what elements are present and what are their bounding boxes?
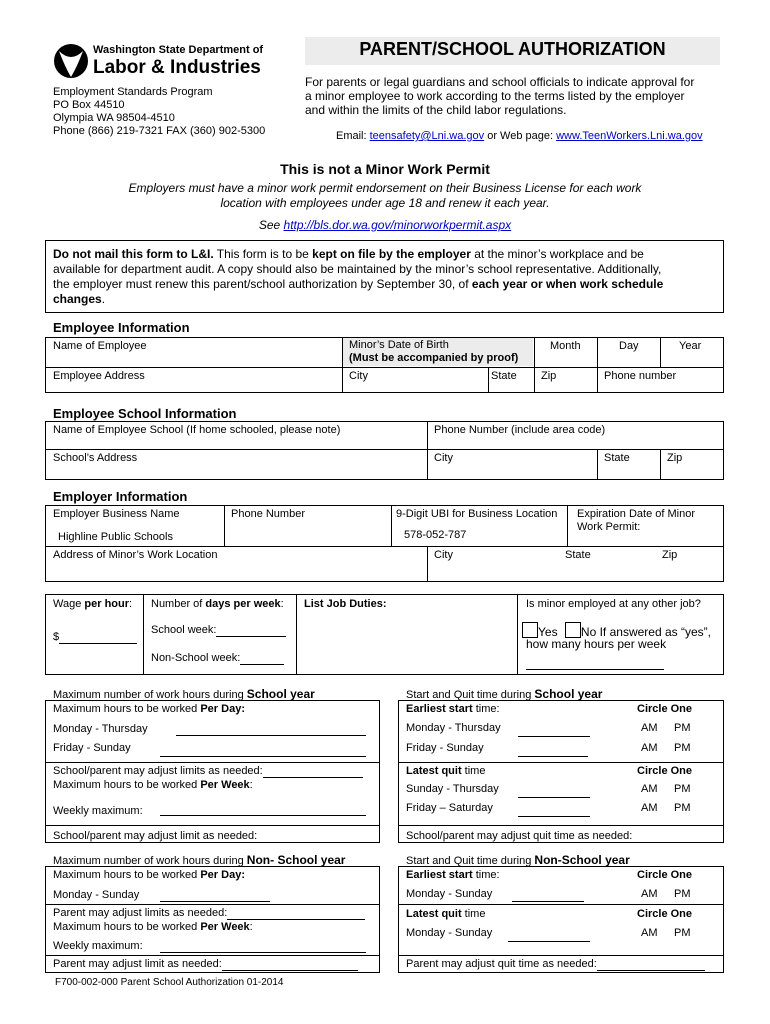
notice-line2: location with employees under age 18 and renew it each year. — [220, 196, 550, 210]
school-state-field[interactable]: State — [604, 452, 630, 464]
sy-quit-sun-thu-pm[interactable]: PM — [674, 783, 691, 795]
sy-start-mon-thu-input[interactable] — [518, 724, 590, 737]
school-week-input[interactable]: School week: — [151, 624, 286, 637]
sy-quit-fri-sat-label: Friday – Saturday — [406, 802, 493, 814]
days-label: Number of days per week: — [151, 598, 284, 610]
sy-start-fri-sun-label: Friday - Sunday — [406, 742, 484, 754]
employee-section-heading: Employee Information — [53, 320, 190, 335]
school-year-hours-heading: Maximum number of work hours during School year — [53, 687, 315, 701]
warning-t1: This form is to be — [213, 247, 313, 261]
sy-quit-fri-sat-pm[interactable]: PM — [674, 802, 691, 814]
warning-t4: . — [101, 292, 106, 306]
sy-latest-label: Latest quit time — [406, 765, 486, 777]
school-zip-field[interactable]: Zip — [667, 452, 683, 464]
ns-per-day-label: Maximum hours to be worked Per Day: — [53, 869, 245, 881]
ns-adjust-limits[interactable]: Parent may adjust limits as needed: — [53, 907, 365, 920]
sy-quit-sun-thu-am[interactable]: AM — [641, 783, 658, 795]
other-job-question: Is minor employed at any other job? — [526, 598, 701, 610]
wage-label: Wage per hour: — [53, 598, 133, 610]
warning-b3: each year or when work schedule — [471, 277, 664, 291]
dob-label: Minor’s Date of Birth — [349, 339, 449, 351]
sy-earliest-label: Earliest start time: — [406, 703, 500, 715]
sy-start-fri-sun-pm[interactable]: PM — [674, 742, 691, 754]
hours-per-week-input[interactable] — [526, 657, 664, 670]
agency-name-line1: Washington State Department of — [93, 44, 264, 56]
warning-b1: Do not mail this form to L&I. — [53, 247, 214, 261]
yes-label: Yes — [538, 625, 558, 639]
warning-b2: kept on file by the employer — [312, 247, 471, 261]
employee-city-field[interactable]: City — [349, 370, 368, 382]
sy-fri-sun-input[interactable] — [160, 744, 366, 757]
email-link[interactable]: teensafety@Lni.wa.gov — [369, 130, 485, 142]
ns-weekly-max-label: Weekly maximum: — [53, 940, 143, 952]
ns-per-week-label: Maximum hours to be worked Per Week: — [53, 921, 253, 933]
dob-note: (Must be accompanied by proof) — [349, 352, 519, 364]
ns-quit-pm[interactable]: PM — [674, 927, 691, 939]
school-address-field[interactable]: School’s Address — [53, 452, 138, 464]
sy-mon-thu-label: Monday - Thursday — [53, 723, 148, 735]
employee-phone-field[interactable]: Phone number — [604, 370, 677, 382]
school-name-field[interactable]: Name of Employee School (If home schooled, please note) — [53, 424, 341, 436]
ns-earliest-label: Earliest start time: — [406, 869, 500, 881]
employer-section-heading: Employer Information — [53, 489, 188, 504]
lni-logo-icon — [53, 41, 89, 81]
warning-t3: the employer must renew this parent/school authorization by September 30, of — [53, 277, 472, 291]
po-box: PO Box 44510 — [53, 99, 125, 111]
employee-address-field[interactable]: Employee Address — [53, 370, 145, 382]
phone-fax: Phone (866) 219-7321 FAX (360) 902-5300 — [53, 125, 266, 137]
ns-circle-one-1: Circle One — [637, 869, 693, 881]
contact-line — [336, 130, 703, 143]
warning-text — [53, 247, 663, 307]
dob-day-field[interactable]: Day — [619, 340, 639, 352]
expiration-label-2[interactable]: Work Permit: — [577, 521, 641, 533]
no-checkbox[interactable] — [565, 622, 581, 638]
work-city-field[interactable]: City — [434, 549, 453, 561]
expiration-label-1: Expiration Date of Minor — [577, 508, 695, 520]
sy-start-fri-sun-input[interactable] — [518, 744, 588, 757]
form-footer: F700-002-000 Parent School Authorization 01-2014 — [55, 977, 284, 988]
business-name-label: Employer Business Name — [53, 508, 180, 520]
employee-state-field[interactable]: State — [491, 370, 517, 382]
see-label: See — [258, 218, 284, 232]
wage-input[interactable]: $ — [53, 631, 137, 644]
sy-fri-sun-label: Friday - Sunday — [53, 742, 131, 754]
employee-zip-field[interactable]: Zip — [541, 370, 557, 382]
email-label: Email: — [336, 130, 370, 142]
program-name: Employment Standards Program — [53, 86, 213, 98]
intro-line3: and within the limits of the child labor regulations. — [305, 103, 567, 117]
ns-adjust-limit[interactable]: Parent may adjust limit as needed: — [53, 958, 358, 971]
sy-adjust-limit[interactable]: School/parent may adjust limit as needed: — [53, 830, 363, 843]
ns-quit-mon-sun-label: Monday - Sunday — [406, 927, 493, 939]
dob-year-field[interactable]: Year — [679, 340, 702, 352]
ns-latest-label: Latest quit time — [406, 908, 486, 920]
sy-start-mon-thu-label: Monday - Thursday — [406, 722, 501, 734]
sy-quit-fri-sat-am[interactable]: AM — [641, 802, 658, 814]
ns-adjust-quit[interactable]: Parent may adjust quit time as needed: — [406, 958, 705, 971]
city-state: Olympia WA 98504-4510 — [53, 112, 175, 124]
school-phone-field[interactable]: Phone Number (include area code) — [434, 424, 606, 436]
dob-month-field[interactable]: Month — [550, 340, 581, 352]
intro-line1: For parents or legal guardians and school officials to indicate approval for — [305, 75, 695, 89]
sy-circle-one-2: Circle One — [637, 765, 693, 777]
sy-adjust-limits[interactable]: School/parent may adjust limits as needed: — [53, 765, 363, 778]
ns-quit-am[interactable]: AM — [641, 927, 658, 939]
ns-quit-mon-sun-input[interactable] — [508, 929, 590, 942]
sy-circle-one-1: Circle One — [637, 703, 693, 715]
school-year-times-heading: Start and Quit time during School year — [406, 687, 603, 701]
school-city-field[interactable]: City — [434, 452, 453, 464]
ns-weekly-max-input[interactable] — [160, 940, 366, 953]
web-link[interactable]: www.TeenWorkers.Lni.wa.gov — [556, 130, 703, 142]
ns-circle-one-2: Circle One — [637, 908, 693, 920]
sy-start-mon-thu-pm[interactable]: PM — [674, 722, 691, 734]
ns-start-pm[interactable]: PM — [674, 888, 691, 900]
employee-name-label: Name of Employee — [53, 340, 147, 352]
notice-heading: This is not a Minor Work Permit — [280, 161, 490, 177]
agency-logo — [53, 41, 89, 81]
sy-quit-sun-thu-input[interactable] — [518, 785, 590, 798]
ns-mon-sun-input[interactable] — [160, 889, 270, 902]
web-label: or Web page: — [484, 130, 557, 142]
sy-weekly-max-label: Weekly maximum: — [53, 805, 143, 817]
sy-start-fri-sun-am[interactable]: AM — [641, 742, 658, 754]
sy-start-mon-thu-am[interactable]: AM — [641, 722, 658, 734]
intro-line2: a minor employee to work according to the terms listed by the employer — [305, 89, 685, 103]
school-section-heading: Employee School Information — [53, 406, 237, 421]
agency-name-line2: Labor & Industries — [93, 57, 261, 78]
ns-mon-sun-label: Monday - Sunday — [53, 889, 140, 901]
sy-weekly-max-input[interactable] — [160, 803, 366, 816]
work-state-field[interactable]: State — [565, 549, 591, 561]
ns-start-am[interactable]: AM — [641, 888, 658, 900]
warning-b4: changes — [53, 292, 102, 306]
warning-t2: at the minor’s workplace and be — [470, 247, 644, 261]
ns-start-mon-sun-input[interactable] — [512, 889, 584, 902]
ubi-value[interactable]: 578-052-787 — [404, 529, 467, 541]
yes-checkbox[interactable] — [522, 622, 538, 638]
ubi-label: 9-Digit UBI for Business Location — [396, 508, 558, 520]
no-label: No If answered as “yes”, — [580, 625, 711, 639]
sy-quit-sun-thu-label: Sunday - Thursday — [406, 783, 499, 795]
employer-phone-field[interactable]: Phone Number — [231, 508, 305, 520]
nonschool-week-input[interactable]: Non-School week: — [151, 652, 284, 665]
nonschool-times-heading: Start and Quit time during Non-School year — [406, 853, 630, 867]
sy-mon-thu-input[interactable] — [176, 723, 366, 736]
warning-line2: available for department audit. A copy should also be maintained by the minor’s school representative. Additionally, — [53, 262, 662, 276]
minor-permit-link[interactable]: http://bls.dor.wa.gov/minorworkpermit.aspx — [283, 218, 512, 232]
sy-per-week-label: Maximum hours to be worked Per Week: — [53, 779, 253, 791]
notice-line1: Employers must have a minor work permit endorsement on their Business License for each work — [128, 181, 642, 195]
notice-see — [0, 219, 770, 232]
page-title: PARENT/SCHOOL AUTHORIZATION — [359, 39, 666, 59]
sy-per-day-label: Maximum hours to be worked Per Day: — [53, 703, 245, 715]
sy-adjust-quit[interactable]: School/parent may adjust quit time as needed: — [406, 830, 708, 843]
business-name-value[interactable]: Highline Public Schools — [58, 531, 173, 543]
ns-start-mon-sun-label: Monday - Sunday — [406, 888, 493, 900]
hours-per-week-label: how many hours per week — [526, 637, 667, 651]
nonschool-hours-heading: Maximum number of work hours during Non- School year — [53, 853, 346, 867]
work-zip-field[interactable]: Zip — [662, 549, 678, 561]
job-duties-field[interactable]: List Job Duties: — [304, 598, 387, 610]
work-address-field[interactable]: Address of Minor’s Work Location — [53, 549, 218, 561]
sy-quit-fri-sat-input[interactable] — [518, 804, 590, 817]
